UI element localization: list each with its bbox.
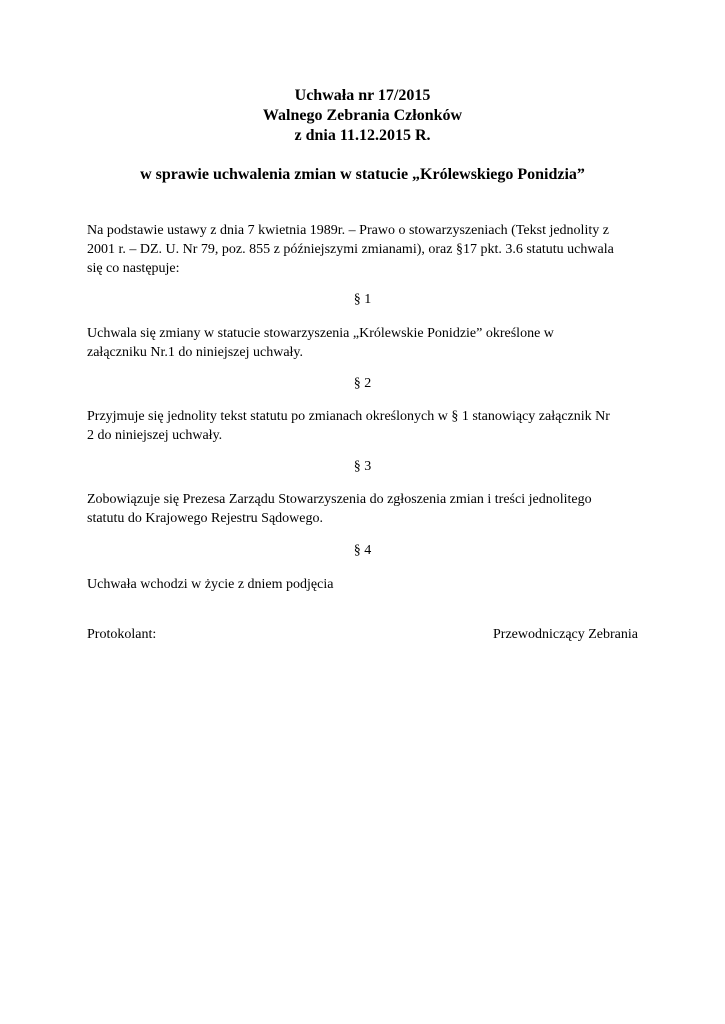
section-mark-3: § 3 [353,459,372,474]
section-4-paragraph [87,575,642,594]
resolution-subject: w sprawie uchwalenia zmian w statucie „Królewskiego Ponidzia” [140,166,585,183]
resolution-number: Uchwała nr 17/2015 [294,87,431,104]
section-line: załączniku Nr.1 do niniejszej uchwały. [87,345,304,360]
section-line: Uchwała wchodzi w życie z dniem podjęcia [87,577,334,592]
section-3-paragraph [87,490,642,528]
section-line: Uchwala się zmiany w statucie stowarzyszenia „Królewskie Ponidzie” określone w [87,326,554,341]
preamble-paragraph [87,221,642,278]
section-1-paragraph [87,324,642,362]
section-mark-1: § 1 [353,292,372,307]
chairman-signature-label: Przewodniczący Zebrania [493,627,638,642]
section-mark-4: § 4 [353,543,372,558]
section-2-paragraph [87,407,642,445]
preamble-line: Na podstawie ustawy z dnia 7 kwietnia 1989r. – Prawo o stowarzyszeniach (Tekst jednolity z [87,223,609,238]
section-line: Przyjmuje się jednolity tekst statutu po zmianach określonych w § 1 stanowiący załącznik Nr [87,409,610,424]
section-line: 2 do niniejszej uchwały. [87,428,223,443]
section-mark-2: § 2 [353,376,372,391]
section-line: Zobowiązuje się Prezesa Zarządu Stowarzyszenia do zgłoszenia zmian i treści jednolitego [87,492,592,507]
section-line: statutu do Krajowego Rejestru Sądowego. [87,511,324,526]
preamble-line: 2001 r. – DZ. U. Nr 79, poz. 855 z późniejszymi zmianami), oraz §17 pkt. 3.6 statutu uchwala [87,242,614,257]
resolution-date: z dnia 11.12.2015 R. [294,127,431,144]
issuing-body: Walnego Zebrania Członków [262,107,463,124]
document-header [0,86,725,146]
preamble-line: się co następuje: [87,261,180,276]
recorder-signature-label: Protokolant: [87,627,157,642]
